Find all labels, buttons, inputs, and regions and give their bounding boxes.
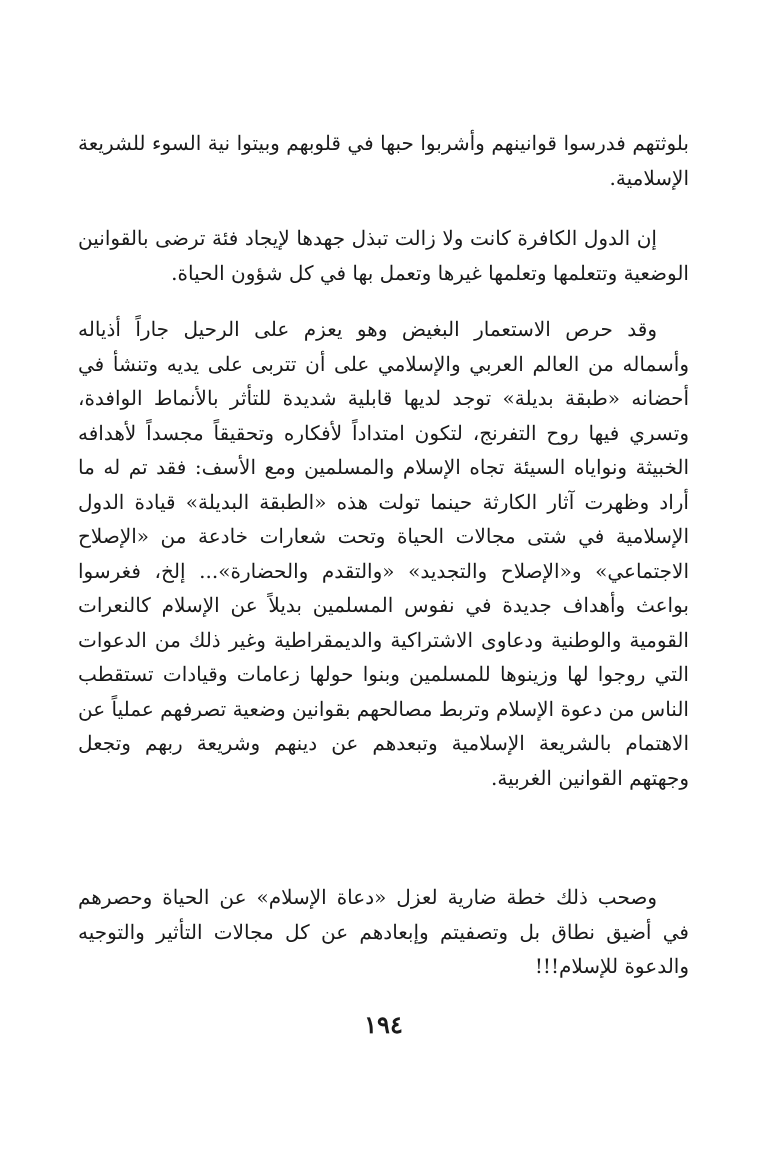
paragraph-isolation-plan: [78, 880, 689, 984]
paragraph-colonialism: [78, 312, 689, 795]
paragraph-1-text: بلوثتهم فدرسوا قوانينهم وأشربوا حبها في قلوبهم وبيتوا نية السوء للشريعة الإسلامية.: [78, 131, 689, 190]
paragraph-4-text: وصحب ذلك خطة ضارية لعزل «دعاة الإسلام» عن الحياة وحصرهم في أضيق نطاق بل وتصفيتم وإبعادهم عن كل مجالات التأثير والتوجيه والدعوة للإسلام!!!: [78, 885, 689, 978]
paragraph-3-text: وقد حرص الاستعمار البغيض وهو يعزم على الرحيل جاراً أذياله وأسماله من العالم العربي والإسلامي على أن تتربى على يديه وتنشأ في أحضانه «طبقة بديلة» توجد لديها قابلية شديدة للتأثر بالأنماط الوافدة، وتسري فيها روح التفرنج، لتكون امتداداً لأفكاره وتحقيقاً مجسداً لأهدافه الخبيثة ونواياه السيئة تجاه الإسلام والمسلمين ومع الأسف: فقد تم له ما أراد وظهرت آثار الكارثة حينما تولت هذه «الطبقة البديلة» قيادة الدول الإسلامية في شتى مجالات الحياة وتحت شعارات خادعة من «الإصلاح الاجتماعي» و«الإصلاح والتجديد» «والتقدم والحضارة»... إلخ، فغرسوا بواعث وأهداف جديدة في نفوس المسلمين بديلاً عن الإسلام كالنعرات القومية والوطنية ودعاوى الاشتراكية والديمقراطية وغير ذلك من الدعوات التي روجوا لها وزينوها للمسلمين وبنوا حولها زعامات وقيادات تستقطب الناس من دعوة الإسلام وتربط مصالحهم بقوانين وضعية تصرفهم عملياً عن الاهتمام بالشريعة الإسلامية وتبعدهم عن دينهم وشريعة ربهم وتجعل وجهتهم القوانين الغربية.: [78, 317, 689, 790]
paragraph-continuation: [78, 126, 689, 195]
page-number: ١٩٤: [364, 1010, 403, 1039]
paragraph-kafir-states: [78, 221, 689, 290]
paragraph-2-text: إن الدول الكافرة كانت ولا زالت تبذل جهدها لإيجاد فئة ترضى بالقوانين الوضعية وتتعلمها وتعلمها غيرها وتعمل بها في كل شؤون الحياة.: [78, 226, 689, 285]
